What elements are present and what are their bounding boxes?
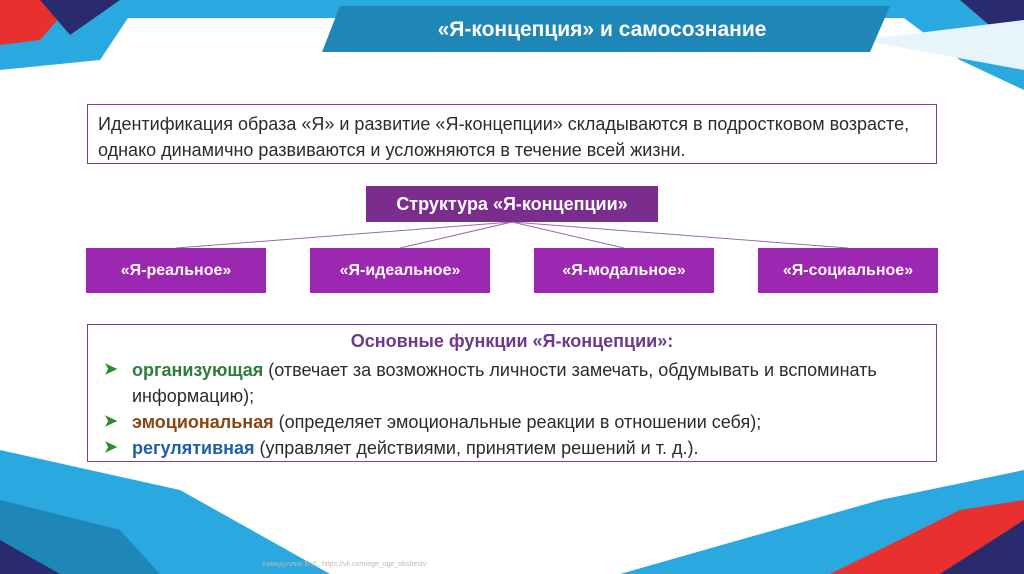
structure-item-ideal: «Я-идеальное» bbox=[310, 248, 490, 293]
function-description: (управляет действиями, принятием решений и т. д.). bbox=[254, 438, 699, 458]
function-item-organizing bbox=[104, 357, 922, 409]
arrow-bullet-icon: ➤ bbox=[104, 361, 118, 378]
structure-title: Структура «Я-концепции» bbox=[366, 186, 658, 222]
structure-item-social: «Я-социальное» bbox=[758, 248, 938, 293]
functions-box bbox=[87, 324, 937, 462]
intro-text: Идентификация образа «Я» и развитие «Я-концепции» складываются в подростковом возрасте, однако динамично развиваются и усложняются в течение всей жизни. bbox=[98, 114, 910, 160]
function-keyword: регулятивная bbox=[132, 438, 255, 458]
structure-item-real: «Я-реальное» bbox=[86, 248, 266, 293]
intro-text-box bbox=[87, 104, 937, 164]
arrow-bullet-icon: ➤ bbox=[104, 413, 118, 430]
function-item-emotional bbox=[104, 409, 922, 435]
credit-text: Хамидуллин Б.И., https://vk.com/ege_oge_obshestv bbox=[262, 561, 427, 568]
arrow-bullet-icon: ➤ bbox=[104, 439, 118, 456]
function-description: (определяет эмоциональные реакции в отношении себя); bbox=[273, 412, 762, 432]
slide-title: «Я-концепция» и самосознание bbox=[437, 18, 767, 41]
function-keyword: эмоциональная bbox=[132, 412, 274, 432]
functions-heading: Основные функции «Я-концепции»: bbox=[350, 331, 674, 351]
function-description: (отвечает за возможность личности замечать, обдумывать и вспоминать информацию); bbox=[132, 360, 877, 406]
function-item-regulative bbox=[104, 435, 922, 461]
function-keyword: организующая bbox=[132, 360, 264, 380]
structure-item-modal: «Я-модальное» bbox=[534, 248, 714, 293]
